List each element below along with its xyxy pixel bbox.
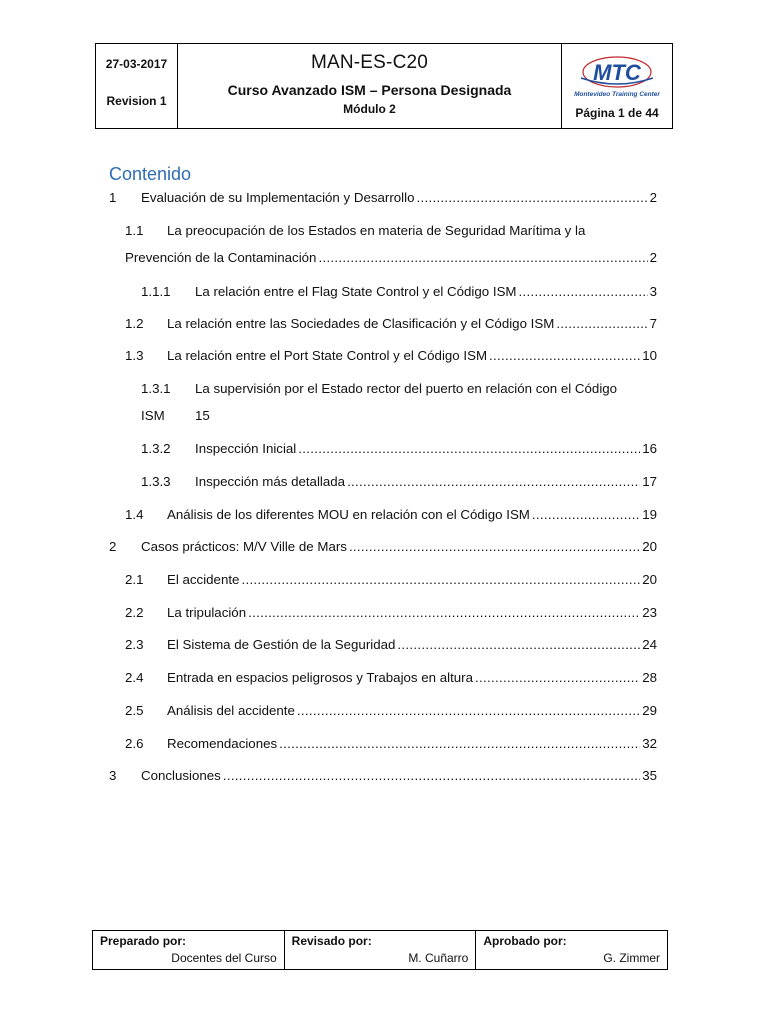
toc-entry-number: 2.5 bbox=[125, 703, 144, 718]
reviewed-by-cell bbox=[285, 931, 477, 969]
toc-entry[interactable] bbox=[141, 284, 657, 299]
toc-entry-number: 1.3 bbox=[125, 348, 144, 363]
toc-entry-number: 1.4 bbox=[125, 507, 144, 522]
toc-entry-title-cont: Prevención de la Contaminación bbox=[125, 250, 317, 265]
toc-entry[interactable] bbox=[125, 670, 657, 685]
document-module: Módulo 2 bbox=[343, 102, 396, 116]
document-title: Curso Avanzado ISM – Persona Designada bbox=[227, 82, 512, 98]
toc-entry-number: 1 bbox=[109, 190, 117, 205]
toc-entry[interactable] bbox=[141, 381, 617, 397]
toc-leader-dots bbox=[475, 670, 640, 685]
toc-entry-title: Conclusiones bbox=[141, 768, 221, 783]
toc-entry-page: 16 bbox=[642, 441, 657, 456]
toc-entry-page: 29 bbox=[642, 703, 657, 718]
toc-entry-number: 2 bbox=[109, 539, 117, 554]
toc-entry[interactable] bbox=[141, 474, 657, 489]
toc-entry-number: 2.2 bbox=[125, 605, 144, 620]
logo-subtitle: Montevideo Training Center bbox=[574, 91, 660, 98]
toc-entry[interactable] bbox=[125, 637, 657, 652]
toc-entry-title: La relación entre el Flag State Control y el Código ISM bbox=[195, 284, 517, 299]
toc-entry-title: La preocupación de los Estados en materia de Seguridad Marítima y la bbox=[167, 223, 586, 238]
toc-entry[interactable] bbox=[125, 316, 657, 331]
toc-entry-title: Análisis de los diferentes MOU en relación con el Código ISM bbox=[167, 507, 530, 522]
toc-entry-title: Recomendaciones bbox=[167, 736, 278, 751]
toc-leader-dots bbox=[279, 736, 640, 751]
document-header bbox=[95, 43, 673, 129]
document-code: MAN-ES-C20 bbox=[310, 52, 429, 73]
mtc-logo bbox=[567, 54, 667, 100]
toc-entry-title: El accidente bbox=[167, 572, 240, 587]
prepared-by-name: Docentes del Curso bbox=[171, 951, 277, 965]
toc-entry-number: 1.2 bbox=[125, 316, 144, 331]
toc-entry-page: 10 bbox=[642, 348, 657, 363]
toc-leader-dots bbox=[532, 507, 640, 522]
toc-leader-dots bbox=[347, 474, 640, 489]
toc-entry-title: Entrada en espacios peligrosos y Trabajos en altura bbox=[167, 670, 474, 685]
toc-entry-number: 2.6 bbox=[125, 736, 144, 751]
prepared-by-cell bbox=[93, 931, 285, 969]
toc-entry-page: 32 bbox=[642, 736, 657, 751]
toc-entry-number: 2.4 bbox=[125, 670, 144, 685]
toc-entry-number: 2.1 bbox=[125, 572, 144, 587]
toc-entry-page: 3 bbox=[649, 284, 657, 299]
toc-entry[interactable] bbox=[125, 507, 657, 522]
toc-entry-page: 19 bbox=[642, 507, 657, 522]
toc-leader-dots bbox=[241, 572, 640, 587]
toc-entry-continuation[interactable] bbox=[141, 408, 210, 424]
approved-by-label: Aprobado por: bbox=[483, 934, 567, 948]
toc-entry-continuation[interactable] bbox=[125, 250, 657, 265]
toc-entry-title: La tripulación bbox=[167, 605, 247, 620]
toc-entry[interactable] bbox=[125, 348, 657, 363]
header-center-cell bbox=[178, 44, 562, 128]
toc-entry-page: 20 bbox=[642, 539, 657, 554]
toc-entry-title-cont: ISM bbox=[141, 408, 165, 423]
toc-entry-page: 2 bbox=[649, 190, 657, 205]
toc-entry-page: 28 bbox=[642, 670, 657, 685]
toc-entry-title: Inspección Inicial bbox=[195, 441, 297, 456]
toc-entry-number: 3 bbox=[109, 768, 117, 783]
toc-leader-dots bbox=[397, 637, 640, 652]
toc-entry-page: 20 bbox=[642, 572, 657, 587]
toc-entry-page: 17 bbox=[642, 474, 657, 489]
toc-leader-dots bbox=[556, 316, 647, 331]
toc-entry[interactable] bbox=[125, 572, 657, 587]
toc-leader-dots bbox=[318, 250, 647, 265]
toc-entry-page: 7 bbox=[649, 316, 657, 331]
document-date: 27-03-2017 bbox=[105, 57, 168, 71]
toc-leader-dots bbox=[416, 190, 647, 205]
toc-entry-title: La supervisión por el Estado rector del puerto en relación con el Código bbox=[195, 381, 618, 396]
toc-entry-number: 1.3.2 bbox=[141, 441, 171, 456]
toc-entry-title: La relación entre el Port State Control y el Código ISM bbox=[167, 348, 488, 363]
toc-entry-title: La relación entre las Sociedades de Clasificación y el Código ISM bbox=[167, 316, 555, 331]
header-right-cell bbox=[562, 44, 672, 128]
toc-entry-title: Casos prácticos: M/V Ville de Mars bbox=[141, 539, 347, 554]
toc-entry[interactable] bbox=[109, 190, 657, 205]
toc-entry-page: 15 bbox=[195, 408, 210, 423]
toc-entry[interactable] bbox=[125, 736, 657, 751]
toc-entry-number: 1.1.1 bbox=[141, 284, 171, 299]
reviewed-by-name: M. Cuñarro bbox=[408, 951, 469, 965]
toc-entry-number: 1.1 bbox=[125, 223, 144, 238]
toc-entry[interactable] bbox=[109, 768, 657, 783]
toc-entry-page: 24 bbox=[642, 637, 657, 652]
toc-entry-page: 35 bbox=[642, 768, 657, 783]
toc-entry-title: El Sistema de Gestión de la Seguridad bbox=[167, 637, 396, 652]
toc-leader-dots bbox=[349, 539, 640, 554]
toc-entry-number: 2.3 bbox=[125, 637, 144, 652]
toc-leader-dots bbox=[489, 348, 640, 363]
prepared-by-label: Preparado por: bbox=[100, 934, 187, 948]
toc-leader-dots bbox=[297, 703, 640, 718]
toc-entry[interactable] bbox=[125, 605, 657, 620]
toc-entry-title: Inspección más detallada bbox=[195, 474, 346, 489]
reviewed-by-label: Revisado por: bbox=[291, 934, 372, 948]
toc-entry[interactable] bbox=[141, 441, 657, 456]
approval-footer bbox=[92, 930, 668, 970]
toc-heading: Contenido bbox=[109, 164, 192, 184]
toc-leader-dots bbox=[223, 768, 640, 783]
toc-entry-page: 2 bbox=[649, 250, 657, 265]
approved-by-cell bbox=[476, 931, 667, 969]
document-revision: Revision 1 bbox=[106, 94, 167, 108]
toc-leader-dots bbox=[519, 284, 648, 299]
toc-leader-dots bbox=[248, 605, 640, 620]
toc-entry-number: 1.3.1 bbox=[141, 381, 171, 396]
toc-entry-page: 23 bbox=[642, 605, 657, 620]
toc-entry[interactable] bbox=[125, 223, 585, 239]
logo-text: MTC bbox=[593, 60, 641, 85]
toc-entry[interactable] bbox=[125, 703, 657, 718]
toc-leader-dots bbox=[298, 441, 640, 456]
toc-entry[interactable] bbox=[109, 539, 657, 554]
page-indicator: Página 1 de 44 bbox=[575, 106, 659, 120]
approved-by-name: G. Zimmer bbox=[603, 951, 661, 965]
toc-entry-number: 1.3.3 bbox=[141, 474, 171, 489]
toc-entry-title: Evaluación de su Implementación y Desarrollo bbox=[141, 190, 415, 205]
header-left-cell bbox=[96, 44, 178, 128]
toc-entry-title: Análisis del accidente bbox=[167, 703, 295, 718]
